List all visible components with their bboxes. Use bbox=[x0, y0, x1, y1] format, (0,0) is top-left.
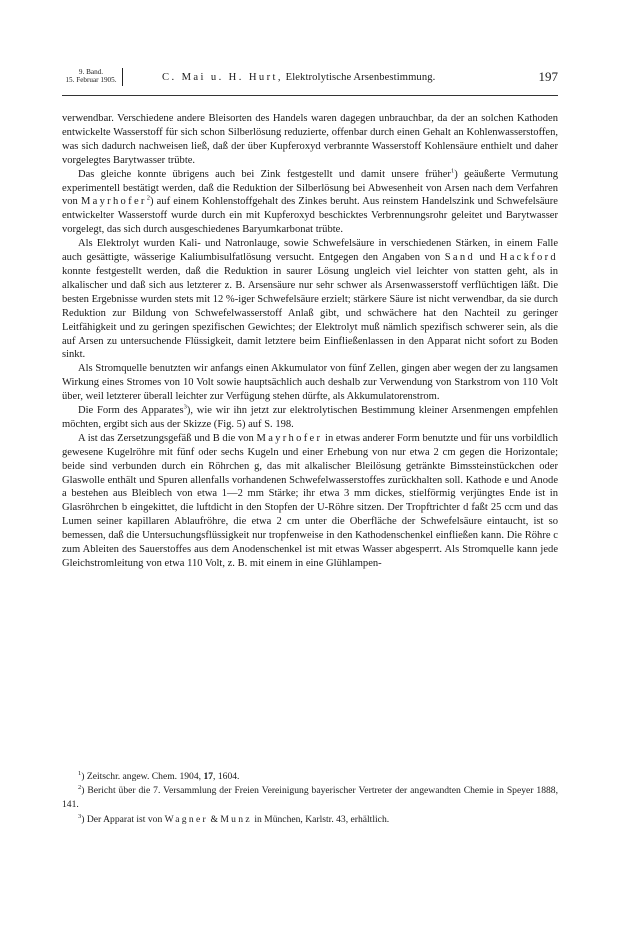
paragraph bbox=[62, 362, 558, 404]
volume-info bbox=[62, 68, 120, 84]
text-run: , 1604. bbox=[213, 771, 240, 782]
author-name: Sand bbox=[444, 252, 476, 264]
paragraph bbox=[62, 404, 558, 432]
footnote-marker: 3 bbox=[183, 403, 187, 411]
header-title: Elektrolytische Arsenbestimmung. bbox=[282, 72, 436, 83]
text-run: ), wie wir ihn jetzt zur elektrolytischen Bestimmung kleiner Arsenmengen empfehlen möchten, ergibt sich aus der Skizze (Fig. 5) auf S. 198. bbox=[62, 405, 558, 430]
body-text bbox=[62, 112, 558, 571]
author-name: Wagner bbox=[164, 813, 209, 825]
text-run: Das gleiche konnte übrigens auch bei Zink festgestellt und damit unsere früher bbox=[78, 168, 451, 180]
text-run: ) Bericht über die 7. Versammlung der Freien Vereinigung bayerischer Vertreter der angewandten Chemie in Speyer 1888, 141. bbox=[62, 785, 558, 811]
paragraph bbox=[62, 112, 558, 168]
text-run: konnte festgestellt werden, daß die Reduktion in saurer Lösung ungleich viel leichter von statten geht, als in alkalischer und daß sich aus letzterer z. B. Arsensäure nur sehr schwer als Arsenwasserstoff verflüchtigen läßt. Die besten Ergebnisse wurden stets mit 12 %-iger Schwefelsäure erzielt; stärkere Säure ist nicht verwendbar, da sie durch Reduktion zur Bildung von Schwefelwasserstoff Anlaß gibt, und schwächere hat den Nachteil zu geringer Leitfähigkeit und zu geringen spezifischen Gewichtes; der Elektrolyt muß nämlich spezifisch schwerer sein, als die auf Arsen zu untersuchende Flüssigkeit, damit letztere beim Einfließenlassen in den Apparat nicht sofort zu Boden sinkt. bbox=[62, 265, 558, 361]
text-run: A ist das Zersetzungsgefäß und B die von bbox=[78, 432, 257, 444]
text-run: in etwas anderer Form benutzte und für uns vorbildlich gewesene Kugelröhre mit fünf oder sechs Kugeln und einer Erhebung von nur etwa 2 cm gegen die Horizontale; beide sind verbunden durch ein Röhrchen g, das mit alkalischer Bleilösung getränkte Bimssteinstückchen oder Glaswolle enthält und Spuren allenfalls vorhandenen Schwefelwasserstoffes zurückhalten soll. Kathode e und Anode a bestehen aus Bleiblech von etwa 1—2 mm Stärke; ihr etwa 3 mm dickes, stielförmig verjüngtes Ende ist in Glasröhrchen b eingekittet, die luftdicht in den Stopfen der U-Röhre sitzen. Der Tropftrichter d faßt 25 ccm und das Lumen seiner kapillaren Ablaufröhre, die etwa 2 cm unter die Oberfläche der Schwefelsäure eintaucht, ist so bemessen, daß die Untersuchungsflüssigkeit nur tropfenweise in den Kathodenschenkel einfließen kann. Die Röhre c zum Ableiten des Sauerstoffes aus dem Anodenschenkel ist mit etwas Wasser abgesperrt. Als Stromquelle kann jede Gleichstromleitung von etwa 110 Volt, z. B. mit einem in eine Glühlampen- bbox=[62, 432, 558, 569]
text-run: & bbox=[208, 813, 221, 825]
header-rule bbox=[62, 95, 558, 96]
text-run: ) Zeitschr. angew. Chem. 1904, bbox=[81, 771, 204, 782]
paragraph bbox=[62, 168, 558, 238]
text-run: Als Stromquelle benutzten wir anfangs einen Akkumulator von fünf Zellen, gingen aber wegen der zu langsamen Wirkung eines Stromes von 10 Volt sowie hauptsächlich auch deshalb zur Verwendung von Starkstrom von 110 Volt über, weil letzterer überall leichter zur Verfügung stehen dürfte, als Akkumulatorenstrom. bbox=[62, 363, 558, 403]
footnote bbox=[62, 784, 558, 812]
text-run: ) geäußerte Vermutung experimentell bestätigt werden, daß die Reduktion der Silberlösung bei Abwesenheit von Arsen nach dem Verfahren von bbox=[62, 168, 559, 208]
paragraph bbox=[62, 432, 558, 571]
footnote bbox=[62, 813, 558, 827]
footnote-marker: 2 bbox=[78, 784, 82, 792]
footnote bbox=[62, 770, 558, 784]
text-run: ) auf einem Kohlenstoffgehalt des Zinkes beruht. Aus reinstem Handelszink und Schwefelsäure entwickelter Wasserstoff wurde durch ein mit Kupferoxyd beschicktes Verbrennungsrohr geleitet und Barytwasser vorgelegt, das sich durch ausgeschiedenes Baryumkarbonat trübte. bbox=[62, 196, 558, 236]
author-name: Mayrhofer bbox=[80, 196, 147, 208]
footnotes bbox=[62, 770, 558, 827]
author-name: Munz bbox=[220, 813, 252, 825]
running-header bbox=[62, 64, 558, 92]
text-run: in München, Karlstr. 43, erhältlich. bbox=[251, 813, 390, 825]
text-run: verwendbar. Verschiedene andere Bleisorten des Handels waren dagegen unbrauchbar, da der an solchen Kathoden entwickelte Wasserstoff für sich schon Silberlösung reduzierte, offenbar durch einen Gehalt an Kohlenwasserstoffen, was sich dadurch nachweisen ließ, daß der über Kupferoxyd verbrannte Wasserstoff Kohlensäure enthielt und daher vorgelegtes Barytwasser trübte. bbox=[62, 113, 558, 166]
page-number: 197 bbox=[538, 69, 558, 84]
paragraph bbox=[62, 237, 558, 362]
header-divider bbox=[122, 68, 123, 86]
footnote-marker: 2 bbox=[146, 194, 150, 202]
volume-number: 9. Band. bbox=[78, 68, 104, 76]
header-authors: C. Mai u. H. Hurt, bbox=[162, 72, 283, 83]
running-title bbox=[162, 72, 435, 83]
footnote-marker: 1 bbox=[78, 769, 82, 777]
text-run: ) Der Apparat ist von bbox=[81, 813, 165, 825]
footnote-marker: 1 bbox=[450, 167, 455, 175]
issue-date: 15. Februar 1905. bbox=[65, 76, 117, 84]
volume-number: 17 bbox=[203, 771, 214, 782]
author-name: Mayrhofer bbox=[256, 432, 323, 444]
text-run: und bbox=[475, 252, 500, 264]
text-run: Als Elektrolyt wurden Kali- und Natronlauge, sowie Schwefelsäure in verschiedenen Stärken, in einem Falle auch gesättigte, wässerige Kaliumbisulfatlösung versucht. Entgegen den Angaben von bbox=[62, 238, 558, 264]
text-run: Die Form des Apparates bbox=[78, 405, 184, 417]
author-name: Hackford bbox=[499, 252, 559, 264]
footnote-marker: 3 bbox=[78, 812, 82, 820]
